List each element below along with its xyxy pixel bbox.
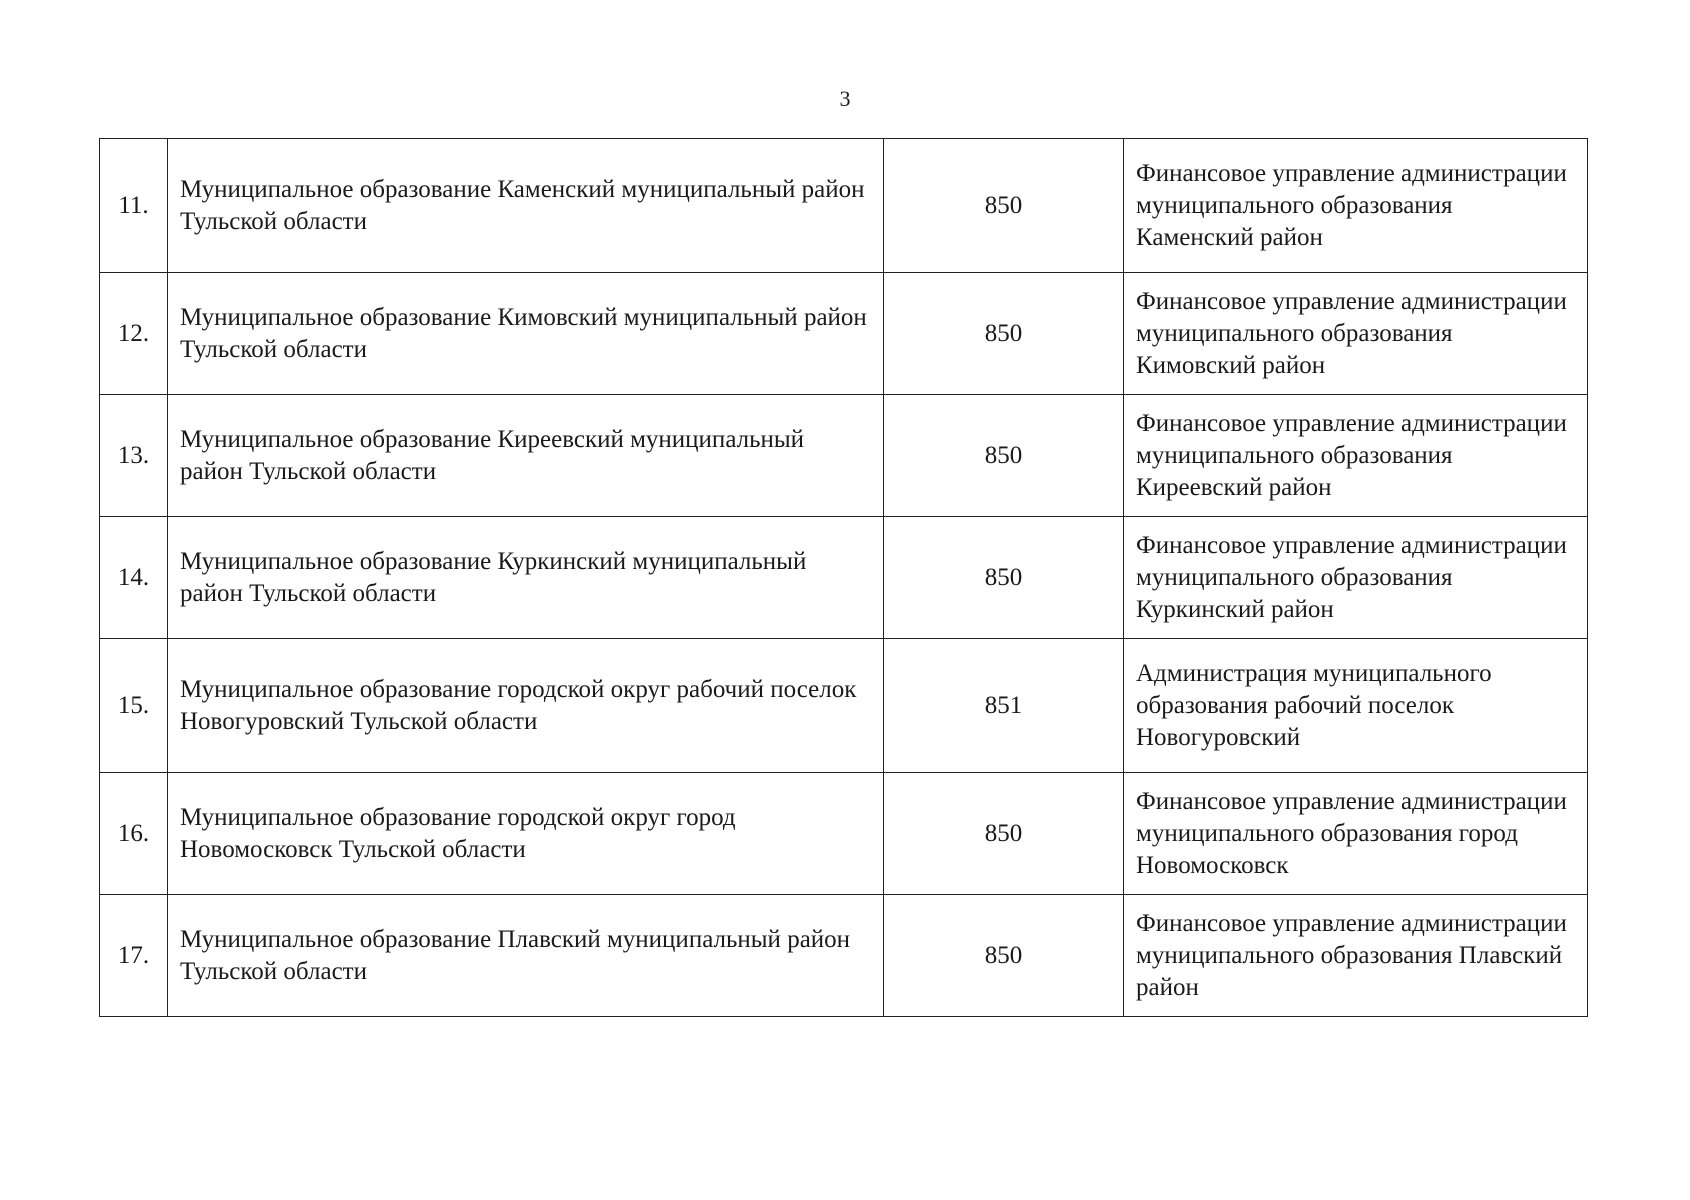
row-number-cell: 16.: [100, 773, 168, 895]
table-row: [100, 395, 1588, 517]
table-row: [100, 139, 1588, 273]
row-number-cell: 15.: [100, 639, 168, 773]
code-cell: 850: [884, 895, 1124, 1017]
page-number: 3: [839, 86, 851, 111]
code-cell: 850: [884, 517, 1124, 639]
row-number-cell: 14.: [100, 517, 168, 639]
administrator-cell: Администрация муниципального образования рабочий поселок Новогуровский: [1124, 639, 1588, 773]
administrator-cell: Финансовое управление администрации муниципального образования Кимовский район: [1124, 273, 1588, 395]
administrator-cell: Финансовое управление администрации муниципального образования Куркинский район: [1124, 517, 1588, 639]
municipality-name-cell: Муниципальное образование Киреевский муниципальный район Тульской области: [168, 395, 884, 517]
code-cell: 850: [884, 773, 1124, 895]
administrator-cell: Финансовое управление администрации муниципального образования город Новомосковск: [1124, 773, 1588, 895]
administrator-cell: Финансовое управление администрации муниципального образования Каменский район: [1124, 139, 1588, 273]
municipality-name-cell: Муниципальное образование Каменский муниципальный район Тульской области: [168, 139, 884, 273]
row-number-cell: 13.: [100, 395, 168, 517]
table-row: [100, 639, 1588, 773]
code-cell: 850: [884, 273, 1124, 395]
code-cell: 851: [884, 639, 1124, 773]
municipality-name-cell: Муниципальное образование Куркинский муниципальный район Тульской области: [168, 517, 884, 639]
row-number-cell: 12.: [100, 273, 168, 395]
municipality-name-cell: Муниципальное образование городской округ город Новомосковск Тульской области: [168, 773, 884, 895]
table-row: [100, 773, 1588, 895]
code-cell: 850: [884, 395, 1124, 517]
municipality-name-cell: Муниципальное образование городской округ рабочий поселок Новогуровский Тульской области: [168, 639, 884, 773]
table-row: [100, 895, 1588, 1017]
municipality-name-cell: Муниципальное образование Плавский муниципальный район Тульской области: [168, 895, 884, 1017]
table-row: [100, 517, 1588, 639]
row-number-cell: 17.: [100, 895, 168, 1017]
administrator-cell: Финансовое управление администрации муниципального образования Плавский район: [1124, 895, 1588, 1017]
table-row: [100, 273, 1588, 395]
administrator-cell: Финансовое управление администрации муниципального образования Киреевский район: [1124, 395, 1588, 517]
municipality-name-cell: Муниципальное образование Кимовский муниципальный район Тульской области: [168, 273, 884, 395]
code-cell: 850: [884, 139, 1124, 273]
row-number-cell: 11.: [100, 139, 168, 273]
municipalities-table: [99, 138, 1588, 1017]
